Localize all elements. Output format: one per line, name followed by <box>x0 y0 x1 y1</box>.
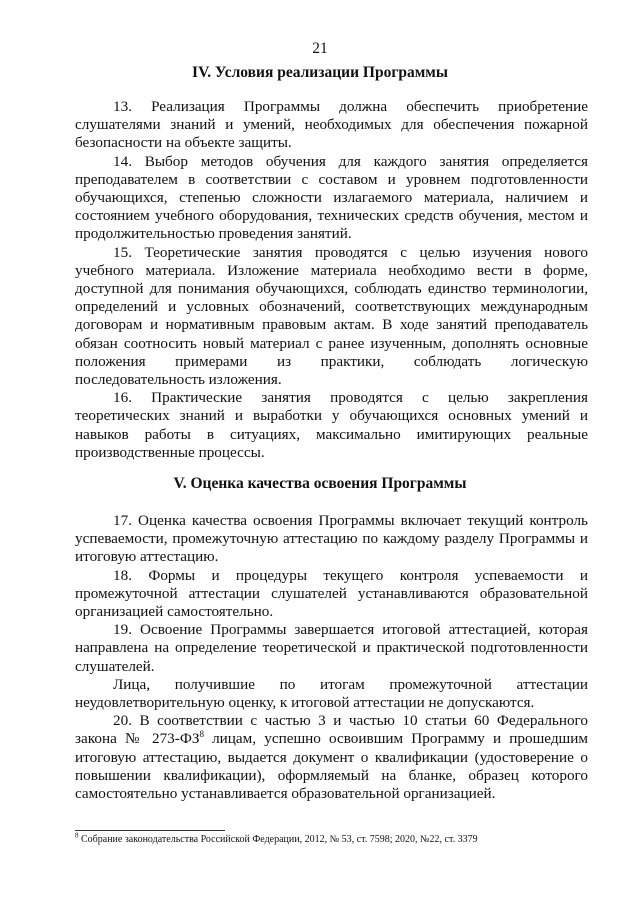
section-4-body <box>75 98 588 462</box>
footnote <box>75 831 595 846</box>
paragraph-18: 18. Формы и процедуры текущего контроля успеваемости и промежуточной аттестации слушателей устанавливаются образовательной организацией самостоятельно. <box>75 566 588 621</box>
page-number: 21 <box>312 40 328 57</box>
paragraph-16: 16. Практические занятия проводятся с целью закрепления теоретических знаний и выработки у обучающихся основных умений и навыков работы в ситуациях, максимально имитирующих реальные производственные процессы. <box>75 389 588 461</box>
section-5-title: V. Оценка качества освоения Программы <box>173 475 467 492</box>
paragraph-20-start: 20. В соответствии с частью 3 и частью 10 статьи 60 Федерального закона № 273-ФЗ <box>75 712 588 748</box>
paragraph-20 <box>75 712 588 803</box>
paragraph-19-continued: Лица, получившие по итогам промежуточной аттестации неудовлетворительную оценку, к итоговой аттестации не допускаются. <box>75 675 588 712</box>
paragraph-20-end: лицам, успешно освоившим Программу и прошедшим итоговую аттестацию, выдается документ о квалификации (удостоверение о повышении квалификации), оформляемый на бланке, образец которого самостоятельно устанавливается образовательной организацией. <box>75 730 588 803</box>
footnote-mark: 8 <box>75 831 79 840</box>
section-4-title: IV. Условия реализации Программы <box>192 64 448 81</box>
paragraph-17: 17. Оценка качества освоения Программы включает текущий контроль успеваемости, промежуточную аттестацию по каждому разделу Программы и итоговую аттестацию. <box>75 512 588 566</box>
paragraph-13: 13. Реализация Программы должна обеспечить приобретение слушателями знаний и умений, необходимых для обеспечения пожарной безопасности на объекте защиты. <box>75 98 588 152</box>
section-5-body <box>75 512 588 803</box>
paragraph-15: 15. Теоретические занятия проводятся с целью изучения нового учебного материала. Изложение материала необходимо вести в форме, доступной для понимания обучающихся, соблюдать единство терминологии, определений и условных обозначений, соответствующих международным договорам и нормативным правовым актам. В ходе занятий преподаватель обязан соотносить новый материал с ранее изученным, дополнять основные положения примерами из практики, соблюдать логическую последовательность изложения. <box>75 243 588 389</box>
paragraph-14: 14. Выбор методов обучения для каждого занятия определяется преподавателем в соответствии с составом и уровнем подготовленности обучающихся, степенью сложности излагаемого материала, наличием и состоянием учебного оборудования, технических средств обучения, местом и продолжительностью проведения занятий. <box>75 152 588 243</box>
paragraph-19: 19. Освоение Программы завершается итоговой аттестацией, которая направлена на определение теоретической и практической подготовленности слушателей. <box>75 621 588 675</box>
footnote-text: Собрание законодательства Российской Федерации, 2012, № 53, ст. 7598; 2020, №22, ст. 3379 <box>78 834 478 845</box>
footnote-divider <box>75 830 225 831</box>
footnote-reference: 8 <box>199 729 204 740</box>
